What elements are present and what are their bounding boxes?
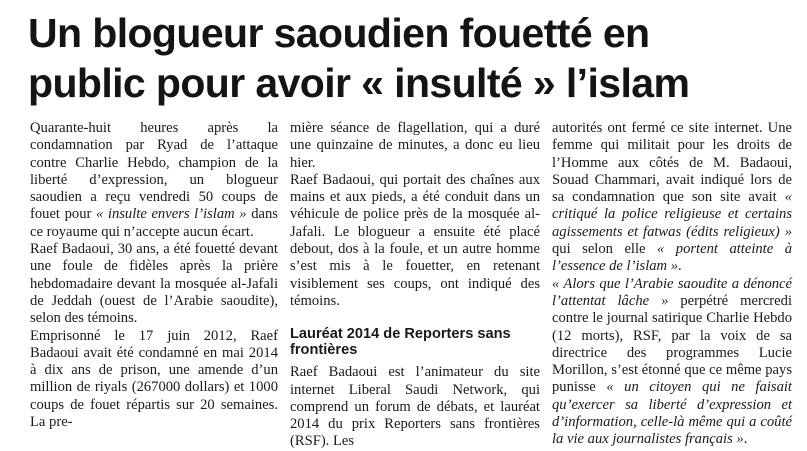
column-2 [290,120,540,451]
text: autorités ont fermé ce site internet. Une femme qui militait pour les droits de l’Homme aux côtés de M. Badaoui, Souad Chammari, avait indiqué lors de sa condamnation que son site avait [552,120,792,206]
section-subheading: Lauréat 2014 de Reporters sans frontières [290,326,511,359]
column-3 [552,120,792,449]
paragraph: Raef Badaoui, 30 ans, a été fouetté devant une foule de fidèles après la prière hebdomadaire devant la mosquée al-Jafali de Jeddah (ouest de l’Arabie saoudite), selon des témoins. [30,241,278,327]
paragraph: Raef Badaoui, qui portait des chaînes aux mains et aux pieds, a été conduit dans un véhicule de police près de la mosquée al-Jafali. Le blogueur a ensuite été placé debout, dos à la foule, et un autre homme s’est mis à le fouetter, en retenant visiblement ses coups, ont indiqué des témoins. [290,171,540,309]
paragraph: Emprisonné le 17 juin 2012, Raef Badaoui avait été condamné en mai 2014 à dix ans de prison, une amende d’un million de riyals (267000 dollars) et 1000 coups de fouet répartis sur 20 semaines. La pre- [30,327,278,431]
headline-line-1: Un blogueur saoudien fouetté en [28,10,650,56]
quote: « insulte envers l’islam » [95,206,247,223]
text: Quarante-huit heures après la condamnation par Ryad de l’attaque contre Charlie Hebdo, champion de la liberté d’expression, un blogueur saoudien a reçu vendredi 50 coups de fouet pour [30,120,278,223]
text: perpétré mercredi contre le journal satirique Charlie Hebdo (12 morts), RSF, par la voix de sa directrice des programmes Lucie Morillon, s’est étonné que ce même pays punisse [552,292,792,396]
quote: « Alors que l’Arabie saoudite a dénoncé l’attentat lâche » [552,275,792,309]
text: . [678,258,682,275]
text: dans ce royaume qui n’accepte aucun écart. [30,206,278,240]
quote: « critiqué la police religieuse et certains agissements et fatwas (édits religieux) » [552,189,792,240]
quote: « portent atteinte à l’essence de l’islam » [552,241,792,275]
paragraph: Raef Badaoui est l’animateur du site internet Liberal Saudi Network, qui comprend un forum de débats, et lauréat 2014 du prix Reporters sans frontières (RSF). Les [290,364,540,450]
column-1 [30,120,278,431]
text: . [743,431,748,448]
paragraph [552,276,792,449]
text: qui selon elle [552,241,657,258]
paragraph: mière séance de flagellation, qui a duré une quinzaine de minutes, a donc eu lieu hier. [290,120,540,171]
paragraph [552,120,792,276]
paragraph [30,120,278,241]
quote: « un citoyen qui ne faisait qu’exercer sa liberté d’expression et d’information, celle-là même qui a coûté la vie aux journalistes français » [552,379,792,448]
headline-line-2: public pour avoir « insulté » l’islam [28,60,690,106]
headline [28,8,788,108]
